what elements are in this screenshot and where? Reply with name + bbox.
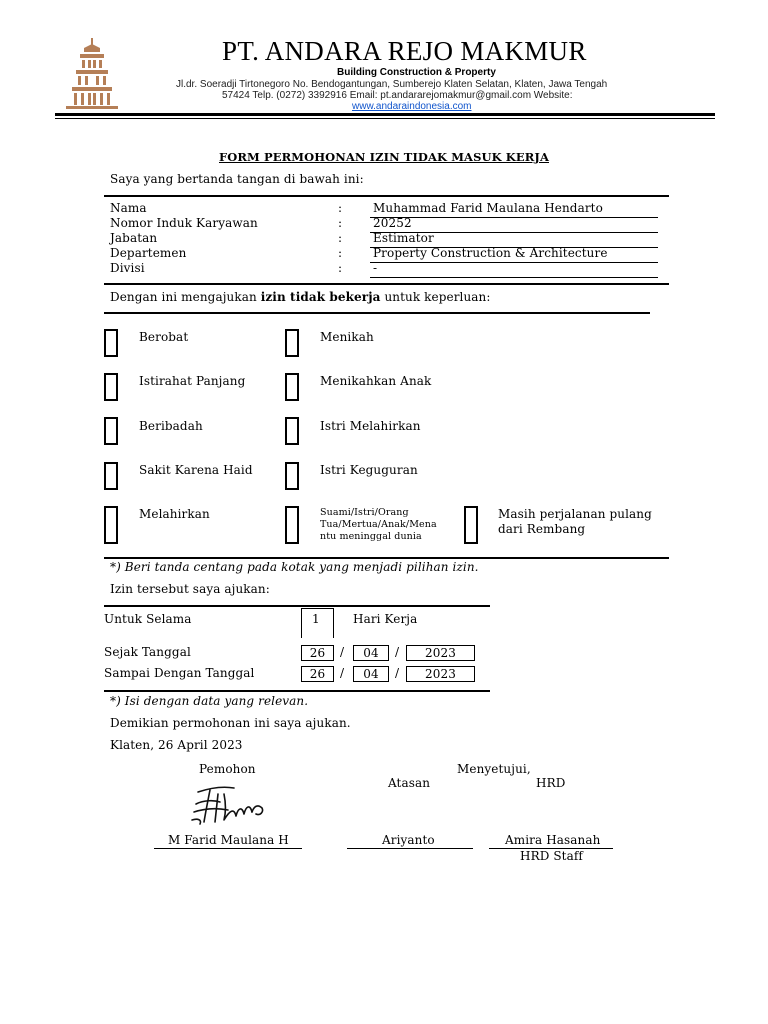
employee-division-value: - <box>373 261 378 275</box>
dates-bottom-line <box>104 690 490 692</box>
employee-position-colon: : <box>338 231 343 245</box>
signature-image <box>190 782 280 830</box>
duration-value: 1 <box>312 612 320 626</box>
end-month-input[interactable] <box>353 666 389 682</box>
option-label-line: Tua/Mertua/Anak/Mena <box>320 519 437 530</box>
employee-id-colon: : <box>338 216 343 230</box>
end-year-input[interactable] <box>406 666 475 682</box>
option-label-keluarga-meninggal <box>320 507 437 543</box>
duration-unit: Hari Kerja <box>353 612 418 626</box>
option-label-istirahat-panjang: Istirahat Panjang <box>139 374 246 388</box>
applicant-role: Pemohon <box>199 762 256 776</box>
company-address-line1: Jl.dr. Soeradji Tirtonegoro No. Bendogantungan, Sumberejo Klaten Selatan, Klaten, Jawa Tengah <box>176 79 608 90</box>
employee-department-value: Property Construction & Architecture <box>373 246 608 260</box>
checkbox-melahirkan[interactable] <box>104 506 118 544</box>
option-label-berobat: Berobat <box>139 330 189 344</box>
options-bottom-line <box>104 557 669 559</box>
applicant-signature <box>190 782 280 830</box>
start-year-input[interactable] <box>406 645 475 661</box>
employee-id-value: 20252 <box>373 216 412 230</box>
option-label-line: dari Rembang <box>498 522 586 536</box>
submit-intro: Izin tersebut saya ajukan: <box>110 582 270 596</box>
building-logo-icon <box>62 36 122 110</box>
option-label-istri-keguguran: Istri Keguguran <box>320 463 418 477</box>
end-date-label: Sampai Dengan Tanggal <box>104 666 255 680</box>
duration-label: Untuk Selama <box>104 612 192 626</box>
purpose-text-post: untuk keperluan: <box>380 290 491 304</box>
date-separator: / <box>395 645 400 659</box>
checkbox-menikah[interactable] <box>285 329 299 357</box>
supervisor-sign-line <box>347 848 473 849</box>
option-label-line: ntu meninggal dunia <box>320 531 422 542</box>
checkbox-berobat[interactable] <box>104 329 118 357</box>
closing-statement: Demikian permohonan ini saya ajukan. <box>110 716 351 730</box>
option-label-melahirkan: Melahirkan <box>139 507 210 521</box>
employee-top-line <box>104 195 669 197</box>
hrd-role: HRD <box>536 776 566 790</box>
employee-position-label: Jabatan <box>110 231 158 245</box>
company-tagline: Building Construction & Property <box>337 67 496 78</box>
checkbox-istri-keguguran[interactable] <box>285 462 299 490</box>
start-month-value: 04 <box>363 646 379 660</box>
end-day-value: 26 <box>309 667 326 681</box>
date-separator: / <box>340 645 345 659</box>
employee-name-label: Nama <box>110 201 147 215</box>
applicant-sign-line <box>154 848 302 849</box>
approval-heading: Menyetujui, <box>457 762 531 776</box>
value-underline <box>370 262 658 263</box>
company-name: PT. ANDARA REJO MAKMUR <box>222 36 587 66</box>
purpose-text-pre: Dengan ini mengajukan <box>110 290 261 304</box>
applicant-name: M Farid Maulana H <box>168 833 289 847</box>
form-title: FORM PERMOHONAN IZIN TIDAK MASUK KERJA <box>219 150 549 164</box>
company-address-line2: 57424 Telp. (0272) 3392916 Email: pt.andararejomakmur@gmail.com Website: <box>222 90 573 101</box>
start-day-input[interactable] <box>301 645 334 661</box>
fill-note: *) Isi dengan data yang relevan. <box>110 694 309 708</box>
checkbox-istri-melahirkan[interactable] <box>285 417 299 445</box>
checkbox-beribadah[interactable] <box>104 417 118 445</box>
place-date: Klaten, 26 April 2023 <box>110 738 243 752</box>
start-year-value: 2023 <box>425 646 456 660</box>
employee-division-colon: : <box>338 261 343 275</box>
supervisor-name: Ariyanto <box>382 833 435 847</box>
employee-name-value: Muhammad Farid Maulana Hendarto <box>373 201 603 215</box>
form-intro: Saya yang bertanda tangan di bawah ini: <box>110 172 364 186</box>
hrd-name: Amira Hasanah <box>505 833 601 847</box>
purpose-underline <box>104 312 650 314</box>
duration-input[interactable] <box>301 608 334 638</box>
company-website-link[interactable]: www.andaraindonesia.com <box>352 101 472 112</box>
checkbox-menikahkan-anak[interactable] <box>285 373 299 401</box>
checkbox-note: *) Beri tanda centang pada kotak yang menjadi pilihan izin. <box>110 560 479 574</box>
employee-id-label: Nomor Induk Karyawan <box>110 216 258 230</box>
option-label-istri-melahirkan: Istri Melahirkan <box>320 419 421 433</box>
end-year-value: 2023 <box>425 667 456 681</box>
option-label-line: Masih perjalanan pulang <box>498 507 652 521</box>
employee-department-label: Departemen <box>110 246 187 260</box>
start-month-input[interactable] <box>353 645 389 661</box>
employee-department-colon: : <box>338 246 343 260</box>
employee-bottom-line <box>104 283 669 285</box>
option-label-masih-perjalanan <box>498 507 652 537</box>
start-date-label: Sejak Tanggal <box>104 645 191 659</box>
date-separator: / <box>340 666 345 680</box>
option-label-line: Suami/Istri/Orang <box>320 507 409 518</box>
date-separator: / <box>395 666 400 680</box>
purpose-text-bold: izin tidak bekerja <box>260 290 381 304</box>
employee-position-value: Estimator <box>373 231 434 245</box>
option-label-beribadah: Beribadah <box>139 419 203 433</box>
company-logo <box>62 36 122 110</box>
checkbox-sakit-karena-haid[interactable] <box>104 462 118 490</box>
option-label-menikahkan-anak: Menikahkan Anak <box>320 374 432 388</box>
header-divider-thin <box>55 118 715 119</box>
employee-name-colon: : <box>338 201 343 215</box>
checkbox-istirahat-panjang[interactable] <box>104 373 118 401</box>
option-label-sakit-karena-haid: Sakit Karena Haid <box>139 463 253 477</box>
purpose-statement <box>110 290 491 304</box>
value-underline <box>370 277 658 278</box>
header-divider-thick <box>55 113 715 116</box>
option-label-menikah: Menikah <box>320 330 374 344</box>
end-month-value: 04 <box>363 667 379 681</box>
submit-line <box>104 605 490 607</box>
start-day-value: 26 <box>309 646 326 660</box>
hrd-title: HRD Staff <box>520 849 583 863</box>
supervisor-role: Atasan <box>388 776 431 790</box>
checkbox-masih-perjalanan[interactable] <box>464 506 478 544</box>
end-day-input[interactable] <box>301 666 334 682</box>
employee-division-label: Divisi <box>110 261 145 275</box>
checkbox-keluarga-meninggal[interactable] <box>285 506 299 544</box>
value-underline <box>370 217 658 218</box>
